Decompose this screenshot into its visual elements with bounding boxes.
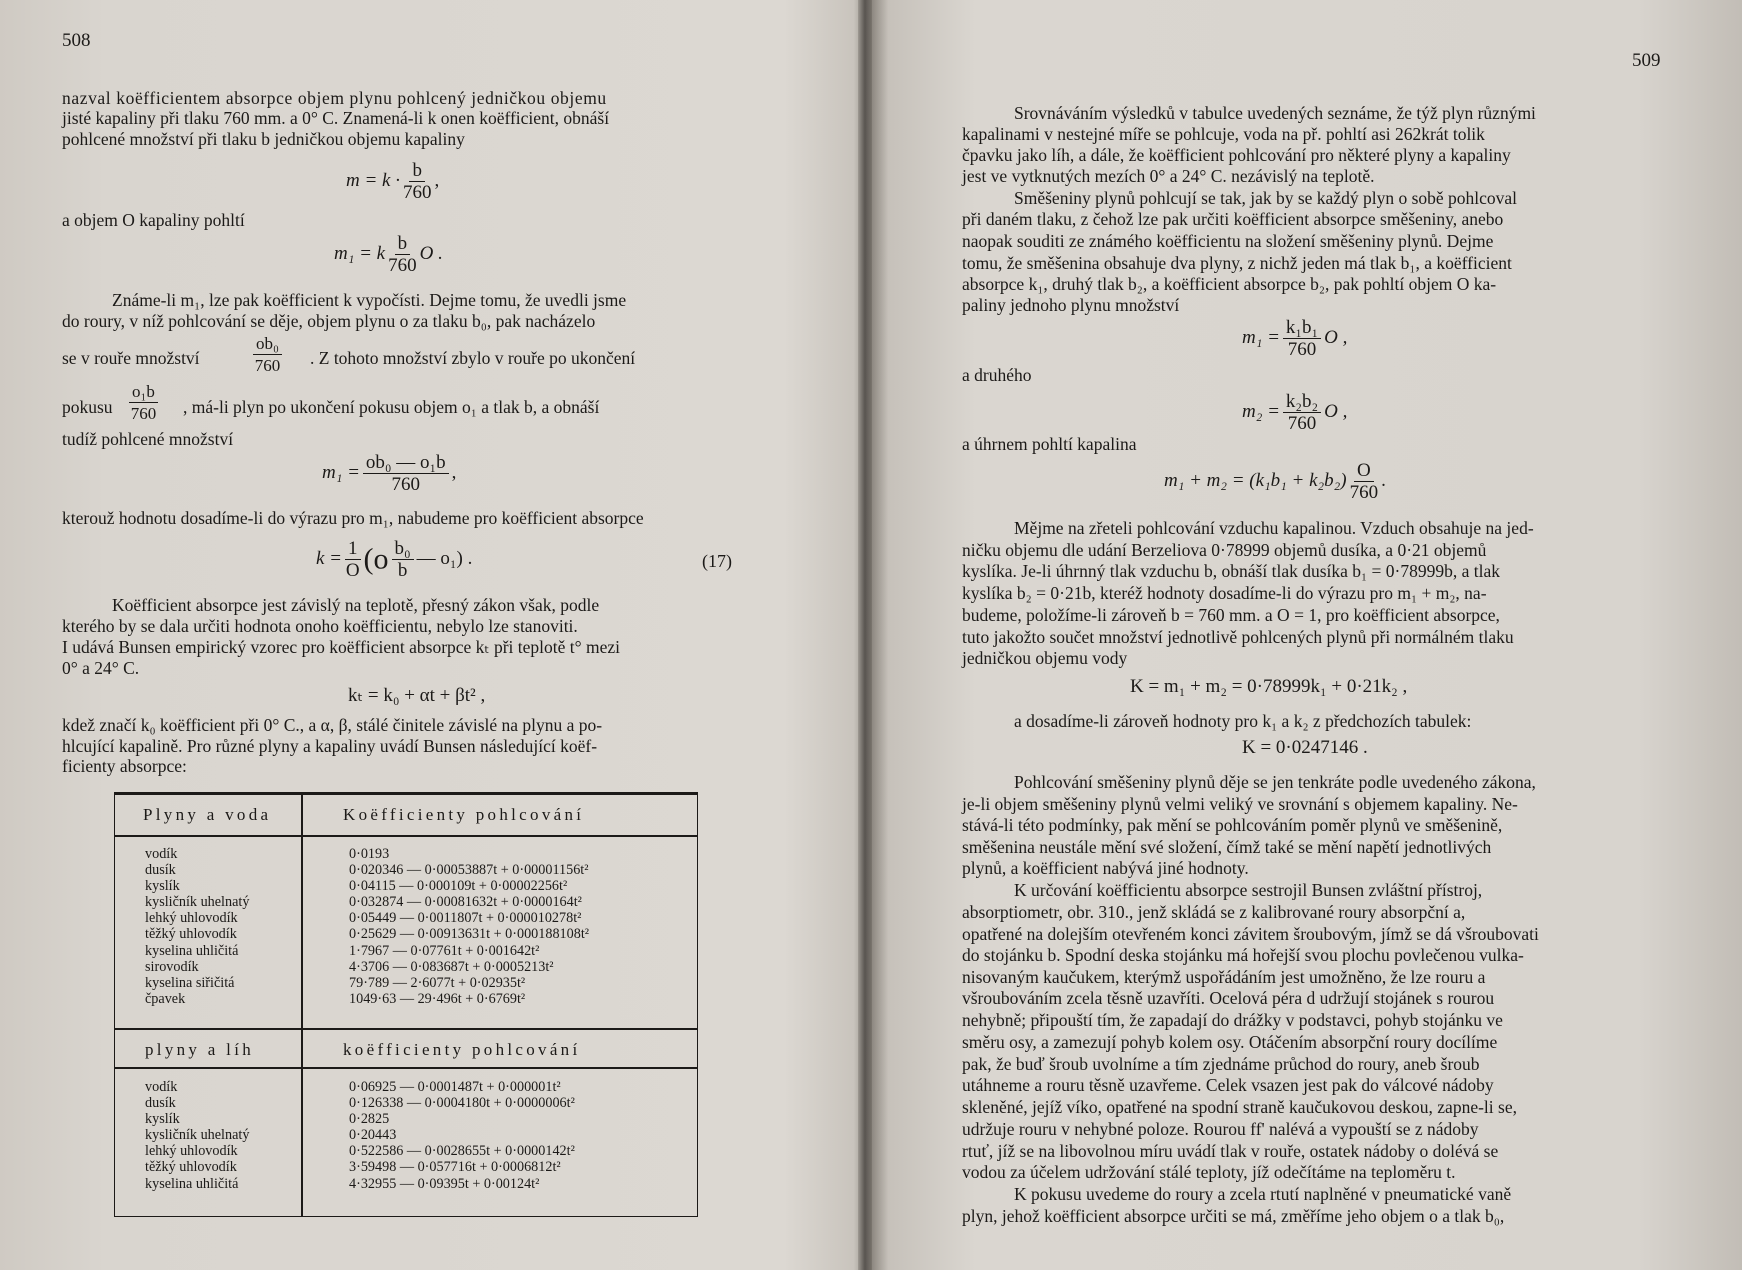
table-cell-gas: kysličník uhelnatý (145, 894, 250, 911)
text-line: vodou za účelem udržování stálé teploty, jíž odečítáme na teploměru t. (962, 1162, 1456, 1182)
text-line: . Z tohoto množství zbylo v rouře po ukončení (310, 348, 636, 368)
table-cell-value: 3·59498 — 0·057716t + 0·0006812t² (349, 1159, 561, 1176)
text-line: je-li objem směšeniny plynů velmi veliký ve srovnání s objemem kapaliny. Ne- (962, 794, 1518, 814)
text-line: a druhého (962, 365, 1032, 385)
table-cell-gas: těžký uhlovodík (145, 926, 237, 943)
table-header: koëfficienty pohlcování (343, 1040, 581, 1059)
equation: m₁ = $\frac{\text{k₁b₁}}{760}$ O , (1242, 317, 1348, 360)
table-cell-gas: lehký uhlovodík (145, 910, 238, 927)
text-line: kterého by se dala určiti hodnota onoho koëfficientu, nebylo lze stanoviti. (62, 616, 578, 636)
text-line: 0° a 24° C. (62, 658, 140, 678)
text-line: hlcující kapalině. Pro různé plyny a kapaliny uvádí Bunsen následující koëf- (62, 736, 598, 756)
table-cell-value: 1·7967 — 0·07761t + 0·001642t² (349, 942, 540, 959)
text-line: při daném tlaku, z čehož lze pak určiti koëfficient absorpce směšeniny, anebo (962, 209, 1504, 229)
absorption-table (114, 792, 698, 1217)
text-line: rtuť, jíž se na libovolnou míru uvádí tlak v rouře, ostatek nádoby o dolévá se (962, 1141, 1499, 1161)
equation: m₁ = k $\frac{b}{760}$ O . (334, 233, 443, 276)
page-number: 509 (1632, 50, 1661, 71)
table-cell-gas: dusík (145, 1095, 176, 1112)
equation: m₁ + m₂ = (k₁b₁ + k₂b₂) $\frac{O}{760}$ . (1164, 460, 1386, 503)
text-line: pokusu (62, 397, 113, 417)
text-line: a objem O kapaliny pohltí (62, 210, 245, 230)
text-line: všroubováním zcela těsně uzavříti. Ocelová péra d udržují stojánek s rourou (962, 988, 1495, 1008)
table-cell-value: 0·25629 — 0·00913631t + 0·000188108t² (349, 926, 590, 943)
text-line: kapalinami v nestejné míře se pohlcuje, voda na př. pohltí asi 262krát tolik (962, 124, 1485, 144)
text-line: tuto jakožto součet množství jednotlivě pohlcených plynů při normálném tlaku (962, 627, 1514, 647)
text-line: směšenina neustále mění své složení, čímž také se mění napětí jednotlivých (962, 837, 1492, 857)
text-line: jisté kapaliny při tlaku 760 mm. a 0° C. Znamená-li k onen koëfficient, obnáší (62, 108, 610, 128)
text-line: kdež značí k₀ koëfficient při 0° C., a α, β, stálé činitele závislé na plynu a po- (62, 715, 603, 735)
table-cell-gas: kyselina uhličitá (145, 942, 239, 959)
text-line: čpavku jako líh, a dále, že koëfficient pohlcování pro některé plyny a kapaliny (962, 145, 1511, 165)
table-cell-gas: čpavek (145, 990, 186, 1007)
table-cell-value: 0·06925 — 0·0001487t + 0·000001t² (349, 1079, 561, 1095)
text-line: skleněné, jejíž víko, opatřené na spodní straně kaučukovou deskou, zapne-li se, (962, 1097, 1517, 1117)
equation: kₜ = k₀ + αt + βt² , (348, 685, 486, 706)
text-line: Srovnáváním výsledků v tabulce uvedených seznáme, že týž plyn různými (1014, 103, 1536, 123)
text-line: se v rouře množství (62, 348, 200, 368)
table-cell-value: 0·04115 — 0·000109t + 0·00002256t² (349, 878, 568, 895)
text-line: pak, že buď šroub uvolníme a tím zjednáme průchod do roury, aneb šroub (962, 1054, 1480, 1074)
table-cell-gas: vodík (145, 846, 178, 862)
text-line: do roury, v níž pohlcování se děje, objem plynu o za tlaku b₀, pak nacházelo (62, 311, 596, 331)
text-line: nisovaným kaučukem, kterýmž uspořádáním jest umožněno, že lze rouru a (962, 967, 1486, 987)
text-line: I udává Bunsen empirický vzorec pro koëfficient absorpce kₜ při teplotě t° mezi (62, 637, 621, 657)
table-cell-value: 79·789 — 2·6077t + 0·02935t² (349, 974, 526, 991)
text-line: pohlcené množství při tlaku b jedničkou objemu kapaliny (62, 129, 465, 149)
table-header: plyny a líh (145, 1040, 255, 1059)
table-cell-gas: sirovodík (145, 958, 199, 975)
table-cell-value: 0·05449 — 0·0011807t + 0·000010278t² (349, 910, 582, 927)
table-cell-gas: vodík (145, 1079, 178, 1095)
text-line: utáhneme a rouru těsně uzavřeme. Celek vsazen jest pak do válcové nádoby (962, 1075, 1494, 1095)
table-cell-gas: kyslík (145, 878, 180, 895)
text-line: Známe-li m₁, lze pak koëfficient k vypočísti. Dejme tomu, že uvedli jsme (112, 290, 627, 310)
equation-17: k = $\frac{1}{O}$ (o $\frac{\text{b₀}}{b}$ — o₁) . (316, 538, 473, 581)
text-line: Koëfficient absorpce jest závislý na teplotě, přesný zákon však, podle (112, 595, 600, 615)
table-cell-value: 0·032874 — 0·00081632t + 0·0000164t² (349, 894, 582, 911)
book-spine (858, 0, 872, 1270)
table-cell-gas: kysličník uhelnatý (145, 1127, 250, 1144)
text-line: paliny jednoho plynu množství (962, 295, 1180, 315)
text-line: absorpce k₁, druhý tlak b₂, a koëfficient absorpce b₂, pak pohltí objem O ka- (962, 274, 1497, 294)
equation: K = m₁ + m₂ = 0·78999k₁ + 0·21k₂ , (1130, 676, 1408, 697)
table-cell-value: 0·020346 — 0·00053887t + 0·00001156t² (349, 862, 589, 879)
table-column-values (349, 846, 589, 1007)
text-line: , má-li plyn po ukončení pokusu objem o₁ a tlak b, a obnáší (183, 397, 600, 417)
table-cell-gas: kyslík (145, 1111, 180, 1128)
text-line: kyslíka. Je-li úhrnný tlak vzduchu b, obnáší tlak dusíka b₁ = 0·78999b, a tlak (962, 561, 1500, 581)
table-cell-value: 0·20443 (349, 1127, 397, 1144)
table-cell-gas: kyselina siřičitá (145, 974, 235, 991)
text-line: Směšeniny plynů pohlcují se tak, jak by se každý plyn o sobě pohlcoval (1014, 188, 1518, 208)
text-line: do stojánku b. Spodní deska stojánku má hořejší svou plochu povlečenou vulka- (962, 945, 1524, 965)
text-line: nehybně; připouští tím, že zapadají do drážky v podstavci, pohyb stojánku ve (962, 1010, 1503, 1030)
text-line: ficienty absorpce: (62, 756, 187, 776)
table-cell-value: 4·32955 — 0·09395t + 0·00124t² (349, 1175, 540, 1192)
fraction: $\frac{\text{ob₀}}{760}$ (254, 334, 281, 375)
text-line: udržuje rouru v nehybné poloze. Rourou ff' nalévá a vypouští se z nádoby (962, 1119, 1479, 1139)
table-column-gases (145, 1079, 249, 1192)
table-cell-gas: těžký uhlovodík (145, 1159, 237, 1176)
text-line: Pohlcování směšeniny plynů děje se jen tenkráte podle uvedeného zákona, (1014, 772, 1536, 792)
text-line: opatřené na dolejším otevřeném konci závitem šroubovým, jímž se dá všroubovati (962, 924, 1539, 944)
equation: m = k · $\frac{b}{760}$ , (346, 160, 440, 203)
table-cell-gas: lehký uhlovodík (145, 1143, 238, 1160)
table-cell-value: 4·3706 — 0·083687t + 0·0005213t² (349, 958, 554, 975)
text-line: absorptiometr, obr. 310., jenž skládá se z kalibrované roury absorpční a, (962, 902, 1466, 922)
text-line: Mějme na zřeteli pohlcování vzduchu kapalinou. Vzduch obsahuje na jed- (1014, 518, 1534, 538)
equation-number: (17) (702, 551, 732, 571)
text-line: jedničkou objemu vody (962, 648, 1128, 668)
text-line: naopak souditi ze známého koëfficientu na složení směšeniny plynů. Dejme (962, 231, 1494, 251)
text-line: kterouž hodnotu dosadíme-li do výrazu pro m₁, nabudeme pro koëfficient absorpce (62, 508, 644, 528)
equation: m₂ = $\frac{\text{k₂b₂}}{760}$ O , (1242, 391, 1348, 434)
text-line: plynů, a koëfficient nabývá jiné hodnoty. (962, 858, 1249, 878)
table-column-gases (145, 846, 249, 1007)
left-page (0, 0, 858, 1270)
table-cell-gas: dusík (145, 862, 176, 879)
table-cell-value: 0·522586 — 0·0028655t + 0·0000142t² (349, 1143, 575, 1160)
equation: m₁ = $\frac{\text{ob₀ — o₁b}}{760}$ , (322, 452, 457, 495)
fraction: $\frac{\text{o₁b}}{760}$ (130, 382, 157, 423)
text-line: K určování koëfficientu absorpce sestrojil Bunsen zvláštní přístroj, (1014, 880, 1483, 900)
text-line: tudíž pohlcené množství (62, 429, 234, 449)
page-number: 508 (62, 30, 91, 51)
table-cell-value: 1049·63 — 29·496t + 0·6769t² (349, 990, 526, 1007)
table-cell-value: 0·0193 (349, 846, 390, 862)
table-column-values (349, 1079, 575, 1192)
text-line: jest ve vytknutých mezích 0° a 24° C. nezávislý na teplotě. (962, 166, 1375, 186)
text-line: plyn, jehož koëfficient absorpce určiti se má, změříme jeho objem o a tlak b₀, (962, 1206, 1505, 1226)
table-cell-value: 0·126338 — 0·0004180t + 0·0000006t² (349, 1095, 575, 1112)
text-line: stává-li této podmínky, pak mění se pohlcováním poměr plynů ve směšenině, (962, 815, 1503, 835)
table-cell-gas: kyselina uhličitá (145, 1175, 239, 1192)
text-line: nazval koëfficientem absorpce objem plynu pohlcený jedničkou objemu (62, 88, 607, 108)
text-line: budeme, položíme-li zároveň b = 760 mm. a O = 1, pro koëfficient absorpce, (962, 605, 1500, 625)
table-cell-value: 0·2825 (349, 1111, 390, 1128)
table-header: Plyny a voda (143, 805, 272, 824)
text-line: a dosadíme-li zároveň hodnoty pro k₁ a k₂ z předchozích tabulek: (1014, 711, 1472, 731)
text-line: a úhrnem pohltí kapalina (962, 434, 1137, 454)
text-line: K pokusu uvedeme do roury a zcela rtutí naplněné v pneumatické vaně (1014, 1184, 1512, 1204)
equation: K = 0·0247146 . (1242, 737, 1368, 758)
text-line: tomu, že směšenina obsahuje dva plyny, z nichž jeden má tlak b₁, a koëfficient (962, 253, 1512, 273)
text-line: ničku objemu dle udání Berzeliova 0·78999 objemů dusíka, a 0·21 objemů (962, 540, 1487, 560)
right-page (872, 0, 1742, 1270)
text-line: směru osy, a zamezují pohyb kolem osy. Otáčením absorpční roury docílíme (962, 1032, 1498, 1052)
text-line: kyslíka b₂ = 0·21b, kteréž hodnoty dosadíme-li do výrazu pro m₁ + m₂, na- (962, 583, 1487, 603)
table-header: Koëfficienty pohlcování (343, 805, 585, 824)
